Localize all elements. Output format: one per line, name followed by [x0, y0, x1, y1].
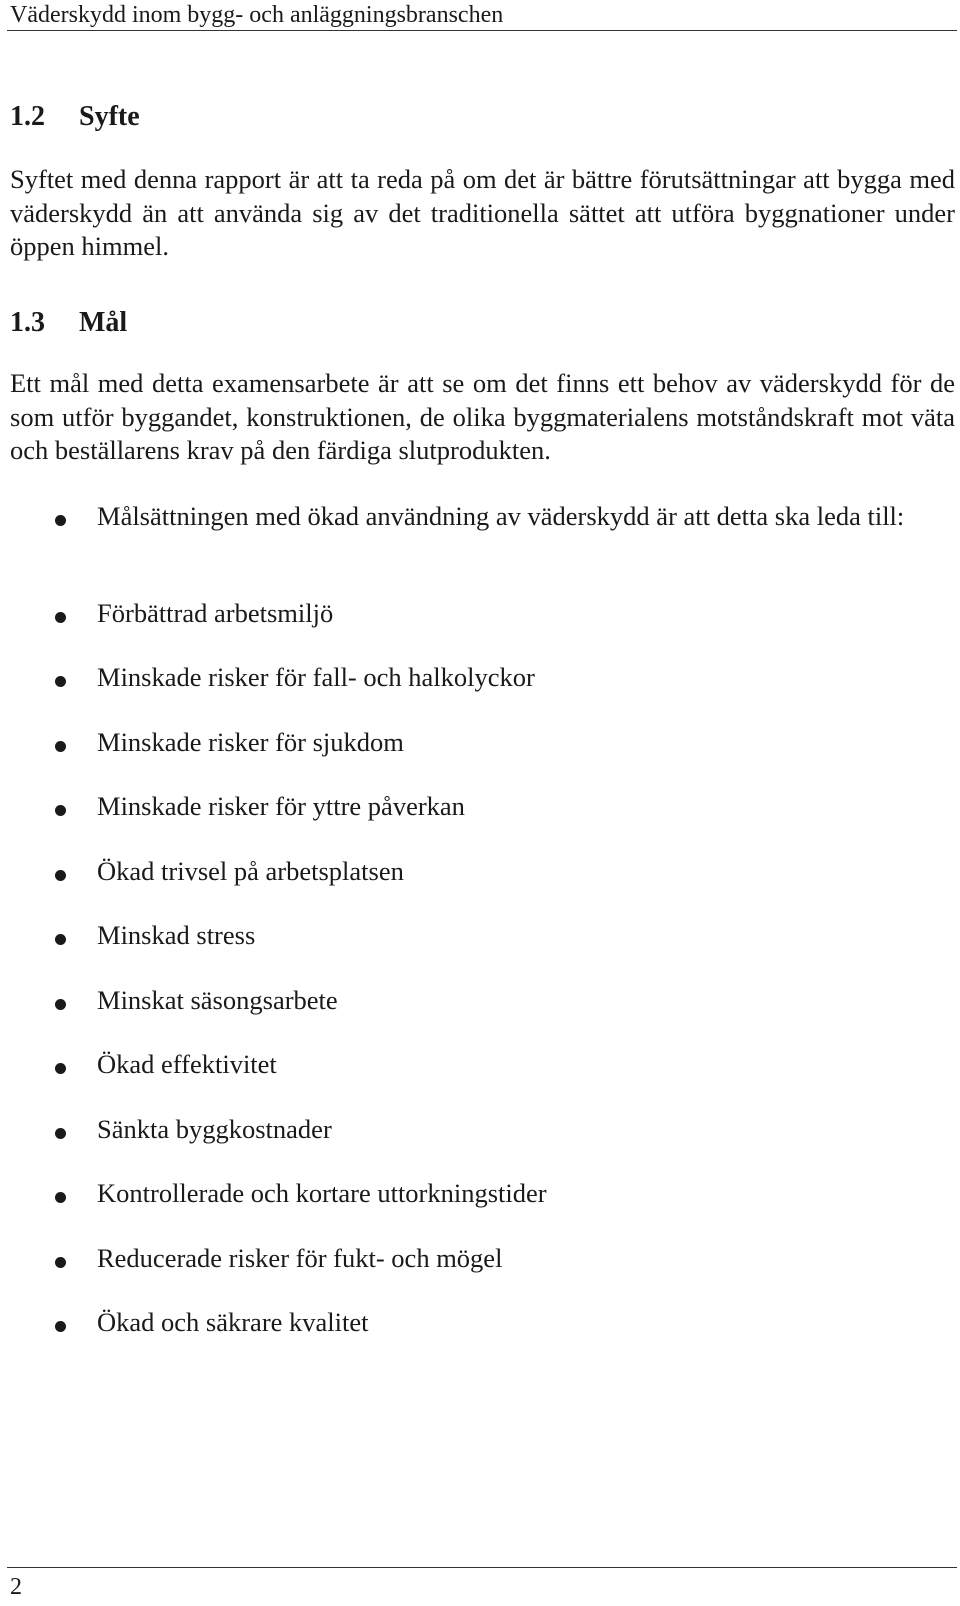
- section-number: 1.3: [10, 307, 45, 338]
- section-title: Syfte: [79, 101, 140, 132]
- bullet-icon: [55, 1128, 66, 1139]
- bullet-icon: [55, 1321, 66, 1332]
- section-heading-mal: [10, 307, 127, 339]
- bullet-icon: [55, 934, 66, 945]
- bullet-icon: [55, 515, 66, 526]
- bullet-icon: [55, 805, 66, 816]
- bullet-icon: [55, 1257, 66, 1268]
- list-item-text: Minskade risker för yttre påverkan: [97, 791, 465, 821]
- bullet-icon: [55, 870, 66, 881]
- bullet-icon: [55, 999, 66, 1010]
- list-item-text: Minskat säsongsarbete: [97, 985, 338, 1015]
- list-item-text: Ökad effektivitet: [97, 1049, 277, 1079]
- section-heading-syfte: [10, 101, 140, 133]
- bullet-icon: [55, 1192, 66, 1203]
- paragraph-syfte: Syftet med denna rapport är att ta reda på om det är bättre förutsättningar att bygga med väderskydd än att använda sig av det traditionella sättet att utföra byggnationer under öppen himmel.: [10, 164, 955, 261]
- list-item-text: Minskade risker för sjukdom: [97, 727, 404, 757]
- list-item-text: Förbättrad arbetsmiljö: [97, 598, 334, 628]
- paragraph-mal: Ett mål med detta examensarbete är att se om det finns ett behov av väderskydd för de som utför byggandet, konstruktionen, de olika byggmaterialens motståndskraft mot väta och beställarens krav på den färdiga slutprodukten.: [10, 368, 955, 465]
- list-item-text: Minskade risker för fall- och halkolyckor: [97, 662, 535, 692]
- list-item-text: Kontrollerade och kortare uttorkningstider: [97, 1178, 547, 1208]
- list-item-text: Målsättningen med ökad användning av väderskydd är att detta ska leda till:: [97, 501, 905, 531]
- running-header: [7, 0, 957, 31]
- section-title: Mål: [79, 307, 128, 338]
- list-item-text: Ökad trivsel på arbetsplatsen: [97, 856, 404, 886]
- section-number: 1.2: [10, 101, 45, 132]
- bullet-icon: [55, 741, 66, 752]
- list-item-text: Reducerade risker för fukt- och mögel: [97, 1243, 503, 1273]
- list-item-text: Ökad och säkrare kvalitet: [97, 1307, 369, 1337]
- page-number: 2: [10, 1574, 22, 1600]
- bullet-icon: [55, 676, 66, 687]
- list-item-text: Sänkta byggkostnader: [97, 1114, 332, 1144]
- running-header-title: Väderskydd inom bygg- och anläggningsbranschen: [10, 2, 504, 28]
- list-item-text: Minskad stress: [97, 920, 256, 950]
- bullet-icon: [55, 1063, 66, 1074]
- page-footer: [7, 1567, 957, 1600]
- bullet-icon: [55, 612, 66, 623]
